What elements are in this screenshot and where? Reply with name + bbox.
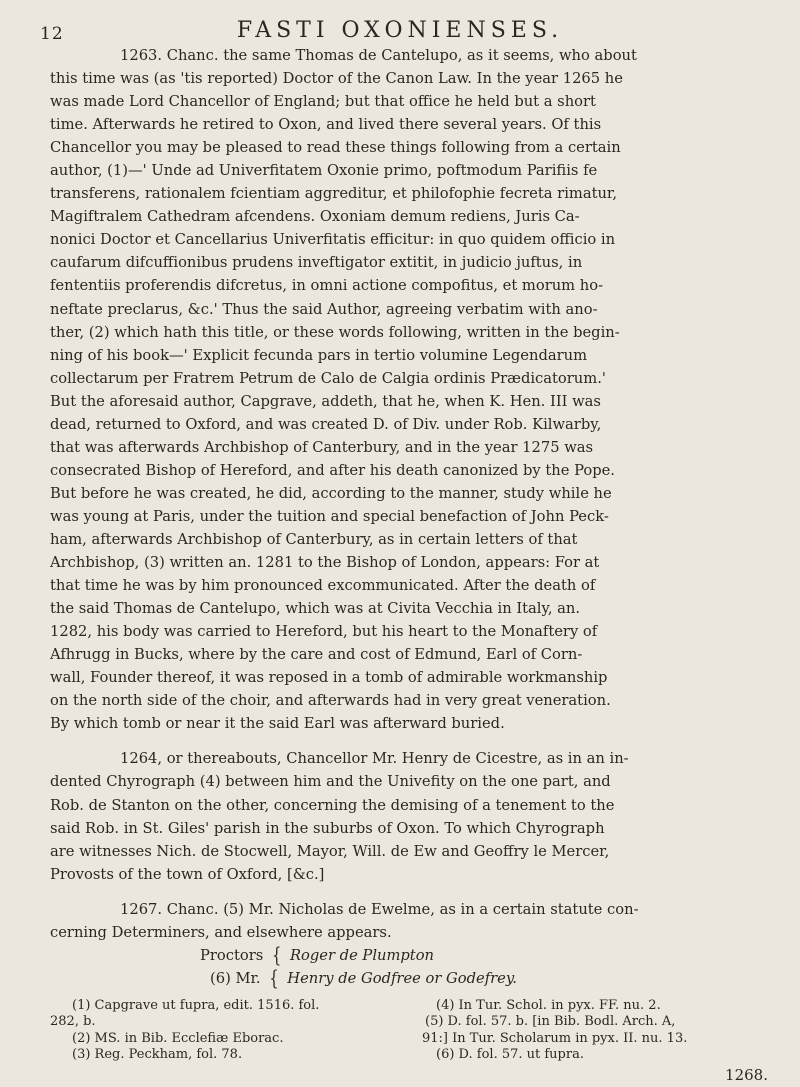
footnote-left: (1) Capgrave ut fupra, edit. 1516. fol. <box>72 997 320 1013</box>
brace-icon: { <box>271 943 282 967</box>
proctor-name: Roger de Plumpton <box>289 946 435 964</box>
text-line: cerning Determiners, and elsewhere appears. <box>50 923 392 941</box>
text-line: time. Afterwards he retired to Oxon, and lived there several years. Of this <box>50 116 602 134</box>
footnote-right: (6) D. fol. 57. ut fupra. <box>436 1047 584 1063</box>
text-line: But before he was created, he did, according to the manner, study while he <box>50 484 612 502</box>
text-line: 1267. Chanc. (5) Mr. Nicholas de Ewelme, as in a certain statute con- <box>120 900 639 918</box>
text-line: said Rob. in St. Giles' parish in the suburbs of Oxon. To which Chyrograph <box>50 819 605 837</box>
catchword: 1268. <box>725 1065 768 1084</box>
footnote-row <box>50 1047 772 1064</box>
proctors-entry <box>50 967 772 990</box>
footnote-right: 91:] In Tur. Scholarum in pyx. II. nu. 13. <box>422 1030 688 1046</box>
text-line: Chancellor you may be pleased to read these things following from a certain <box>50 139 621 157</box>
text-line: Archbishop, (3) written an. 1281 to the Bishop of London, appears: For at <box>50 554 600 572</box>
text-line: Afhrugg in Bucks, where by the care and cost of Edmund, Earl of Corn- <box>50 646 583 664</box>
footnote-right: (5) D. fol. 57. b. [in Bib. Bodl. Arch. A, <box>425 1014 676 1030</box>
paragraph-gap <box>50 886 772 898</box>
text-line: dented Chyrograph (4) between him and the Univefity on the one part, and <box>50 773 611 791</box>
text-line: 1282, his body was carried to Hereford, but his heart to the Monaftery of <box>50 623 598 641</box>
text-line: Rob. de Stanton on the other, concerning the demising of a tenement to the <box>50 796 615 814</box>
proctors-entry <box>50 944 772 967</box>
text-line: was made Lord Chancellor of England; but that office he held but a short <box>50 93 596 111</box>
footnote-left: 282, b. <box>50 1014 96 1030</box>
text-line: collectarum per Fratrem Petrum de Calo de Calgia ordinis Prædicatorum.' <box>50 369 606 387</box>
proctors-label: Proctors <box>200 946 264 964</box>
proctors-note-ref: (6) Mr. <box>210 969 261 987</box>
paragraphs <box>50 44 772 944</box>
text-line: caufarum difcuffionibus prudens inveftigator extitit, in judicio juftus, in <box>50 254 583 272</box>
text-line: dead, returned to Oxford, and was created D. of Div. under Rob. Kilwarby, <box>50 415 602 433</box>
text-line: was young at Paris, under the tuition and special benefaction of John Peck- <box>50 507 609 525</box>
text-line: nonici Doctor et Cancellarius Univerfitatis efficitur: in quo quidem officio in <box>50 231 616 249</box>
text-line: on the north side of the choir, and afterwards had in very great veneration. <box>50 692 611 710</box>
text-line: that time he was by him pronounced excommunicated. After the death of <box>50 577 596 595</box>
body-text <box>50 44 772 1087</box>
text-line: are witnesses Nich. de Stocwell, Mayor, Will. de Ew and Geoffry le Mercer, <box>50 842 610 860</box>
text-line: ther, (2) which hath this title, or these words following, written in the begin- <box>50 323 620 341</box>
footnote-left: (2) MS. in Bib. Ecclefiæ Eborac. <box>72 1030 284 1046</box>
text-line: wall, Founder thereof, it was reposed in a tomb of admirable workmanship <box>50 669 608 687</box>
running-title: FASTI OXONIENSES. <box>236 18 564 43</box>
text-line: ning of his book—' Explicit fecunda pars in tertio volumine Legendarum <box>50 346 588 364</box>
text-line: By which tomb or near it the said Earl was afterward buried. <box>50 715 505 733</box>
text-line: fententiis proferendis difcretus, in omni actione compofitus, et morum ho- <box>50 277 604 295</box>
text-line: 1263. Chanc. the same Thomas de Cantelupo, as it seems, who about <box>120 47 637 64</box>
text-line: 1264, or thereabouts, Chancellor Mr. Henry de Cicestre, as in an in- <box>120 750 629 768</box>
paragraph <box>50 747 772 885</box>
text-line: that was afterwards Archbishop of Canterbury, and in the year 1275 was <box>50 438 594 456</box>
text-line: transferens, rationalem fcientiam aggreditur, et philofophie fecreta rimatur, <box>50 185 618 203</box>
footnotes <box>50 998 772 1064</box>
text-line: the said Thomas de Cantelupo, which was at Civita Vecchia in Italy, an. <box>50 600 581 618</box>
brace-icon: { <box>269 966 279 990</box>
footnote-row <box>50 998 772 1015</box>
text-line: neftate preclarus, &c.' Thus the said Author, agreeing verbatim with ano- <box>50 300 598 318</box>
text-line: Provosts of the town of Oxford, [&c.] <box>50 865 325 883</box>
text-line: Magiftralem Cathedram afcendens. Oxoniam demum rediens, Juris Ca- <box>50 208 580 226</box>
footnote-right: (4) In Tur. Schol. in pyx. FF. nu. 2. <box>436 997 661 1013</box>
text-line: ham, afterwards Archbishop of Canterbury, as in certain letters of that <box>50 530 578 548</box>
text-line: consecrated Bishop of Hereford, and after his death canonized by the Pope. <box>50 461 615 479</box>
page-number: 12 <box>40 24 64 44</box>
footnote-left: (3) Reg. Peckham, fol. 78. <box>72 1047 243 1063</box>
text-line: But the aforesaid author, Capgrave, addeth, that he, when K. Hen. III was <box>50 392 601 410</box>
text-line: this time was (as 'tis reported) Doctor of the Canon Law. In the year 1265 he <box>50 70 623 88</box>
proctor-name: Henry de Godfree or Godefrey. <box>287 969 517 987</box>
footnote-row <box>50 1014 772 1031</box>
paragraph <box>50 898 772 944</box>
footnote-row <box>50 1031 772 1048</box>
paragraph-gap <box>50 735 772 747</box>
text-line: author, (1)—' Unde ad Univerfitatem Oxonie primo, poftmodum Parifiis fe <box>50 162 598 180</box>
paragraph <box>50 44 772 735</box>
